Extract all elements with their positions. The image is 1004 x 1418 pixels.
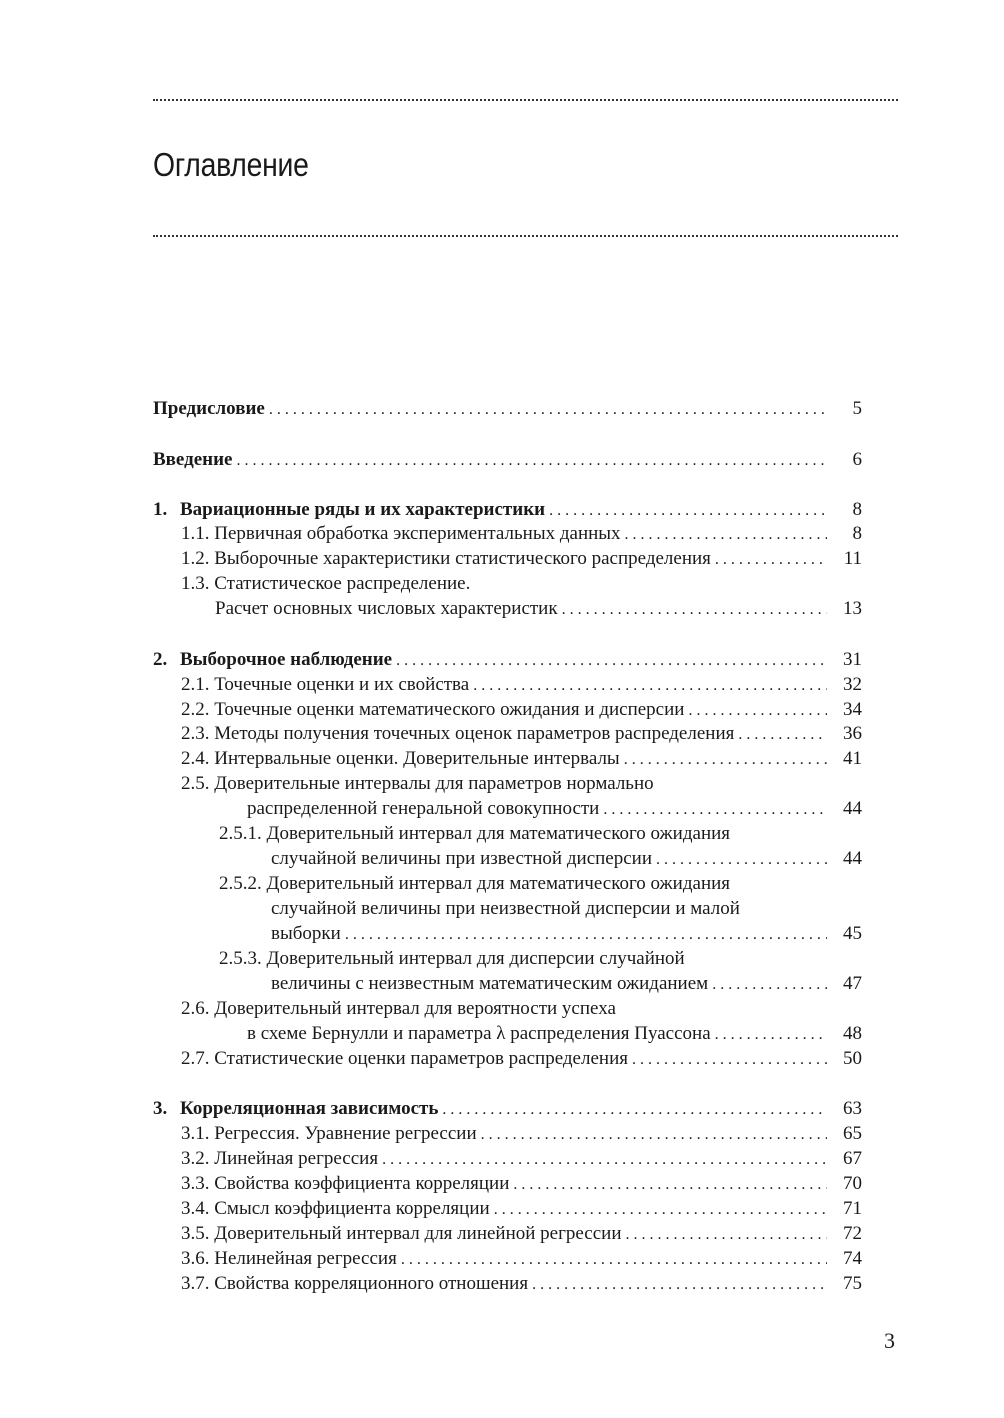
toc-entry-title: случайной величины при известной дисперсии — [271, 848, 652, 869]
toc-entry-title: 3.4. Смысл коэффициента корреляции — [181, 1198, 490, 1219]
page-title: Оглавление — [153, 146, 309, 183]
toc-entry[interactable] — [271, 971, 862, 997]
dot-leader — [625, 522, 827, 548]
toc-entry-title: 1.3. Статистическое распределение. — [181, 573, 471, 594]
dot-leader — [738, 722, 827, 748]
toc-page-number: 13 — [843, 598, 862, 619]
toc-entry-title: 2.6. Доверительный интервал для вероятности успеха — [181, 998, 616, 1019]
toc-page-number: 70 — [843, 1173, 862, 1194]
toc-chapter-number: 1. — [153, 499, 168, 520]
toc-entry-title: Введение — [153, 449, 233, 470]
dot-leader — [345, 922, 827, 948]
toc-entry-title: Вариационные ряды и их характеристики — [180, 499, 546, 520]
toc-entry-title: Выборочное наблюдение — [180, 649, 393, 670]
toc-entry-title: Предисловие — [153, 398, 265, 419]
toc-entry-title: 3.7. Свойства корреляционного отношения — [181, 1273, 529, 1294]
toc-entry-title: 2.5.2. Доверительный интервал для математического ожидания — [219, 873, 731, 894]
toc-entry[interactable] — [271, 921, 862, 947]
toc-entry-title: 2.4. Интервальные оценки. Доверительные интервалы — [181, 748, 620, 769]
toc-entry[interactable] — [181, 697, 862, 723]
toc-page-number: 71 — [843, 1198, 862, 1219]
dot-leader — [473, 673, 827, 699]
toc-entry-title: в схеме Бернулли и параметра λ распределения Пуассона — [247, 1023, 711, 1044]
toc-page-number: 74 — [843, 1248, 862, 1269]
toc-page-number: 34 — [843, 699, 862, 720]
toc-entry[interactable] — [181, 1171, 862, 1197]
toc-entry[interactable] — [181, 721, 862, 747]
dot-leader — [481, 1122, 827, 1148]
toc-entry-title: 3.6. Нелинейная регрессия — [181, 1248, 397, 1269]
dot-leader — [269, 397, 827, 423]
toc-entry[interactable] — [153, 1096, 862, 1122]
toc-entry[interactable] — [181, 672, 862, 698]
toc-entry[interactable] — [181, 771, 654, 797]
toc-page-number: 5 — [852, 398, 862, 419]
toc-page-number: 32 — [843, 674, 862, 695]
toc-entry-title: 2.7. Статистические оценки параметров распределения — [181, 1048, 628, 1069]
dot-leader — [513, 1172, 827, 1198]
toc-entry[interactable] — [271, 896, 740, 922]
toc-entry[interactable] — [181, 746, 862, 772]
dot-leader — [715, 547, 827, 573]
toc-entry[interactable] — [181, 1271, 862, 1297]
toc-chapter-number: 3. — [153, 1098, 168, 1119]
toc-entry[interactable] — [219, 821, 730, 847]
toc-page-number: 11 — [843, 548, 862, 569]
dot-leader — [656, 847, 827, 873]
dot-leader — [382, 1147, 827, 1173]
toc-entry[interactable] — [153, 447, 862, 473]
toc-page-number: 45 — [843, 923, 862, 944]
toc-entry[interactable] — [271, 846, 862, 872]
dot-leader — [442, 1097, 827, 1123]
toc-entry-title: 2.5.1. Доверительный интервал для математического ожидания — [219, 823, 731, 844]
toc-page-number: 50 — [843, 1048, 862, 1069]
toc-entry[interactable] — [219, 946, 685, 972]
toc-page-number: 36 — [843, 723, 862, 744]
toc-entry[interactable] — [181, 1196, 862, 1222]
toc-entry[interactable] — [153, 396, 862, 422]
toc-entry[interactable] — [181, 1146, 862, 1172]
toc-entry-title: 2.2. Точечные оценки математического ожидания и дисперсии — [181, 699, 685, 720]
dot-leader — [603, 797, 827, 823]
toc-entry[interactable] — [181, 1246, 862, 1272]
toc-entry-title: величины с неизвестным математическим ожиданием — [271, 973, 709, 994]
dot-leader — [624, 747, 827, 773]
toc-chapter-number: 2. — [153, 649, 168, 670]
toc-entry[interactable] — [153, 647, 862, 673]
toc-entry-title: 2.5.3. Доверительный интервал для дисперсии случайной — [219, 948, 685, 969]
toc-page-number: 75 — [843, 1273, 862, 1294]
toc-page-number: 72 — [843, 1223, 862, 1244]
toc-page-number: 31 — [843, 649, 862, 670]
page-number: 3 — [884, 1328, 895, 1353]
dot-leader — [626, 1222, 827, 1248]
toc-entry-title: Корреляционная зависимость — [180, 1098, 439, 1119]
toc-entry-title: 3.2. Линейная регрессия — [181, 1148, 379, 1169]
toc-entry[interactable] — [215, 596, 862, 622]
toc-entry-title: 1.1. Первичная обработка экспериментальных данных — [181, 523, 621, 544]
toc-page-number: 47 — [843, 973, 862, 994]
toc-entry[interactable] — [219, 871, 730, 897]
toc-page-number: 41 — [843, 748, 862, 769]
toc-page-number: 67 — [843, 1148, 862, 1169]
toc-entry[interactable] — [181, 571, 470, 597]
dot-leader — [562, 597, 827, 623]
toc-entry-title: 2.1. Точечные оценки и их свойства — [181, 674, 470, 695]
toc-entry-title: распределенной генеральной совокупности — [247, 798, 600, 819]
toc-entry[interactable] — [181, 521, 862, 547]
toc-entry[interactable] — [247, 796, 862, 822]
toc-page-number: 44 — [843, 798, 862, 819]
dot-leader — [532, 1272, 827, 1298]
toc-page-number: 8 — [852, 523, 862, 544]
toc-entry[interactable] — [181, 546, 862, 572]
toc-entry-title: 2.5. Доверительные интервалы для параметров нормально — [181, 773, 654, 794]
toc-entry-title: 3.3. Свойства коэффициента корреляции — [181, 1173, 510, 1194]
toc-page-number: 44 — [843, 848, 862, 869]
toc-page-number: 63 — [843, 1098, 862, 1119]
toc-entry-title: случайной величины при неизвестной дисперсии и малой — [271, 898, 740, 919]
toc-entry-title: 3.5. Доверительный интервал для линейной регрессии — [181, 1223, 622, 1244]
toc-entry-title: 2.3. Методы получения точечных оценок параметров распределения — [181, 723, 735, 744]
dot-leader — [712, 972, 827, 998]
toc-entry[interactable] — [181, 1046, 862, 1072]
dot-leader — [401, 1247, 827, 1273]
dot-leader — [237, 448, 828, 474]
dot-leader — [396, 648, 827, 674]
toc-entry-title: 1.2. Выборочные характеристики статистического распределения — [181, 548, 711, 569]
toc-entry-title: Расчет основных числовых характеристик — [215, 598, 558, 619]
dot-leader — [715, 1022, 827, 1048]
toc-entry-title: выборки — [271, 923, 341, 944]
toc-entry[interactable] — [153, 497, 862, 523]
toc-entry[interactable] — [181, 1221, 862, 1247]
toc-entry[interactable] — [181, 996, 616, 1022]
toc-entry-title: 3.1. Регрессия. Уравнение регрессии — [181, 1123, 477, 1144]
toc-entry[interactable] — [181, 1121, 862, 1147]
dot-leader — [494, 1197, 827, 1223]
toc-page-number: 8 — [852, 499, 862, 520]
toc-page-number: 48 — [843, 1023, 862, 1044]
dot-leader — [632, 1047, 827, 1073]
toc-page-number: 65 — [843, 1123, 862, 1144]
toc-page-number: 6 — [852, 449, 862, 470]
toc-entry[interactable] — [247, 1021, 862, 1047]
